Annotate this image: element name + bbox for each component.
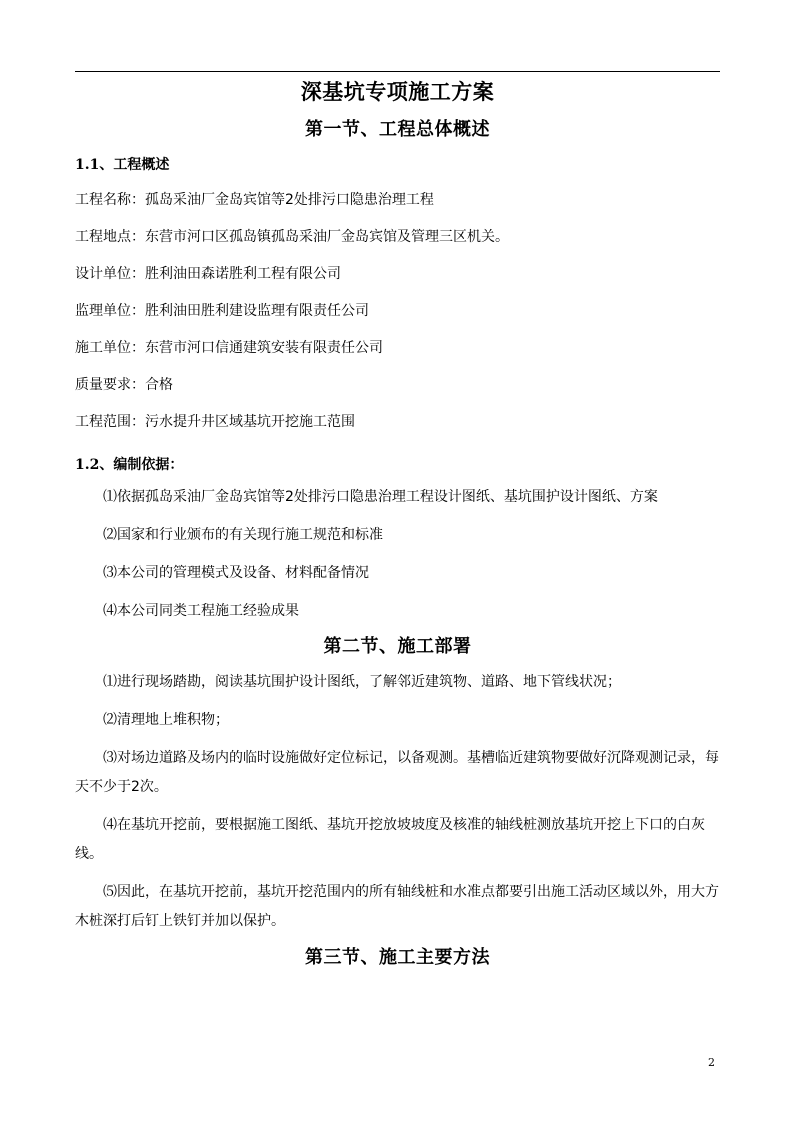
document-body [75, 72, 720, 980]
basis-item-4: ⑷本公司同类工程施工经验成果 [103, 603, 299, 619]
construction-unit-line: 施工单位：东营市河口信通建筑安装有限责任公司 [75, 340, 383, 356]
deployment-item-4: ⑷在基坑开挖前，要根据施工图纸、基坑开挖放坡坡度及核准的轴线桩测放基坑开挖上下口的白灰线。 [75, 817, 705, 862]
construction-deployment-list [75, 668, 720, 936]
section-2-title: 第二节、施工部署 [323, 636, 472, 657]
page-number: 2 [708, 1056, 715, 1069]
project-location-line: 工程地点：东营市河口区孤岛镇孤岛采油厂金岛宾馆及管理三区机关。 [75, 229, 509, 245]
basis-item-2: ⑵国家和行业颁布的有关现行施工规范和标准 [103, 527, 383, 543]
section-3-title: 第三节、施工主要方法 [305, 947, 490, 968]
deployment-item-2: ⑵清理地上堆积物； [103, 712, 229, 728]
subsection-1-2-heading: 1.2、编制依据： [75, 457, 184, 473]
project-overview-list [75, 182, 720, 441]
supervision-unit-line: 监理单位：胜利油田胜利建设监理有限责任公司 [75, 303, 369, 319]
basis-item-1: ⑴依据孤岛采油厂金岛宾馆等2处排污口隐患治理工程设计图纸、基坑围护设计图纸、方案 [103, 489, 658, 505]
design-unit-line: 设计单位：胜利油田森诺胜利工程有限公司 [75, 266, 341, 282]
document-title: 深基坑专项施工方案 [300, 79, 495, 104]
deployment-item-3: ⑶对场边道路及场内的临时设施做好定位标记，以备观测。基槽临近建筑物要做好沉降观测记录，每天不少于2次。 [75, 750, 719, 795]
deployment-item-5: ⑸因此，在基坑开挖前，基坑开挖范围内的所有轴线桩和水准点都要引出施工活动区域以外，用大方木桩深打后钉上铁钉并加以保护。 [75, 884, 719, 929]
project-scope-line: 工程范围：污水提升井区域基坑开挖施工范围 [75, 414, 355, 430]
project-name-line: 工程名称：孤岛采油厂金岛宾馆等2处排污口隐患治理工程 [75, 192, 434, 208]
deployment-item-1: ⑴进行现场踏勘，阅读基坑围护设计图纸，了解邻近建筑物、道路、地下管线状况； [103, 674, 621, 690]
subsection-1-1-heading: 1.1、工程概述 [75, 157, 170, 173]
section-1-title: 第一节、工程总体概述 [305, 119, 490, 140]
basis-item-3: ⑶本公司的管理模式及设备、材料配备情况 [103, 565, 369, 581]
quality-requirement-line: 质量要求：合格 [75, 377, 173, 393]
compilation-basis-list [75, 483, 720, 626]
